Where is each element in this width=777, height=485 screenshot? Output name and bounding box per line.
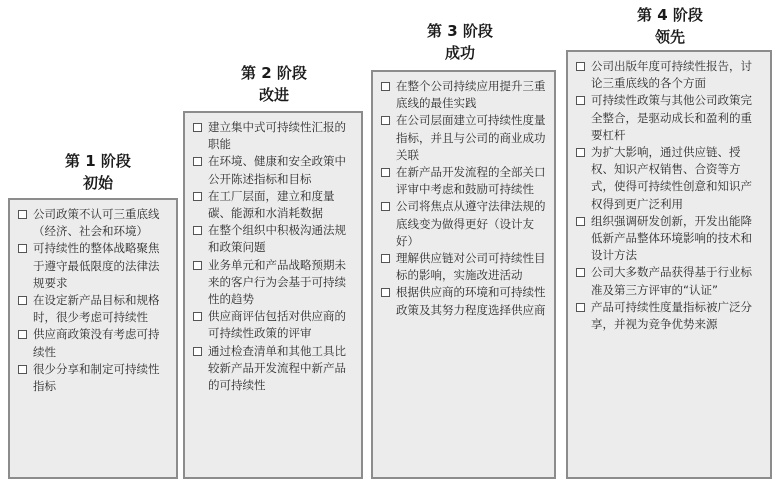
stage-3-item bbox=[381, 78, 546, 112]
stage-1-item bbox=[18, 206, 168, 240]
stage-4-box bbox=[566, 50, 772, 479]
stage-4-item bbox=[576, 264, 762, 298]
checkbox-square-icon bbox=[576, 303, 585, 312]
checkbox-square-icon bbox=[193, 347, 202, 356]
checkbox-square-icon bbox=[193, 192, 202, 201]
stage-3-item-text: 公司将焦点从遵守法律法规的底线变为做得更好（设计友好） bbox=[396, 199, 546, 248]
stage-2-item bbox=[193, 153, 353, 187]
stage-4-item-text: 产品可持续性度量指标被广泛分享，并视为竞争优势来源 bbox=[591, 299, 752, 332]
stage-3-name: 成功 bbox=[444, 44, 475, 62]
stage-3-box bbox=[371, 70, 556, 479]
checkbox-square-icon bbox=[576, 96, 585, 105]
stage-2-item bbox=[193, 308, 353, 342]
stage-4-item-text: 为扩大影响，通过供应链、授权、知识产权销售、合资等方式，使得可持续性创意和知识产权得到更广泛利用 bbox=[591, 145, 752, 211]
checkbox-square-icon bbox=[576, 217, 585, 226]
checkbox-square-icon bbox=[18, 296, 27, 305]
stage-1-number: 第 1 阶段 bbox=[65, 152, 131, 170]
stage-2-item-text: 在环境、健康和安全政策中公开陈述指标和目标 bbox=[208, 154, 346, 186]
stage-4-item bbox=[576, 299, 762, 333]
checkbox-square-icon bbox=[193, 312, 202, 321]
stage-1-list bbox=[18, 206, 168, 395]
stage-2-item bbox=[193, 222, 353, 256]
stage-3-item bbox=[381, 250, 546, 284]
stage-2-item bbox=[193, 343, 353, 395]
stage-4-item bbox=[576, 58, 762, 92]
stage-3-item bbox=[381, 198, 546, 250]
stage-1-box bbox=[8, 198, 178, 479]
checkbox-square-icon bbox=[576, 62, 585, 71]
stage-4-title bbox=[570, 4, 770, 48]
stage-2-item-text: 在整个组织中积极沟通法规和政策问题 bbox=[208, 223, 346, 255]
stage-4-item bbox=[576, 213, 762, 265]
stage-3-item-text: 根据供应商的环境和可持续性政策及其努力程度选择供应商 bbox=[396, 285, 546, 317]
stage-2-item bbox=[193, 119, 353, 153]
stage-1-item-text: 供应商政策没有考虑可持续性 bbox=[33, 327, 160, 359]
stage-4-item-text: 公司大多数产品获得基于行业标准及第三方评审的“认证” bbox=[591, 265, 752, 297]
checkbox-square-icon bbox=[193, 261, 202, 270]
stage-1-item-text: 很少分享和制定可持续性指标 bbox=[33, 361, 160, 394]
checkbox-square-icon bbox=[193, 226, 202, 235]
stage-2-number: 第 2 阶段 bbox=[241, 64, 307, 82]
stage-2-box bbox=[183, 111, 363, 479]
stage-1-item bbox=[18, 240, 168, 292]
stage-3-item-text: 在整个公司持续应用提升三重底线的最佳实践 bbox=[396, 79, 546, 111]
stage-4-number: 第 4 阶段 bbox=[637, 6, 703, 24]
stage-1-name: 初始 bbox=[82, 174, 113, 192]
stage-4-item bbox=[576, 144, 762, 213]
checkbox-square-icon bbox=[381, 82, 390, 91]
stage-3-list bbox=[381, 78, 546, 319]
checkbox-square-icon bbox=[381, 116, 390, 125]
stage-4-item bbox=[576, 92, 762, 144]
stage-1-item bbox=[18, 361, 168, 395]
checkbox-square-icon bbox=[193, 123, 202, 132]
stage-3-title bbox=[372, 20, 548, 64]
checkbox-square-icon bbox=[381, 254, 390, 263]
stage-1-item-text: 在设定新产品目标和规格时，很少考虑可持续性 bbox=[33, 293, 160, 325]
stage-4-name: 领先 bbox=[654, 28, 685, 46]
stage-2-list bbox=[193, 119, 353, 394]
stage-3-item-text: 理解供应链对公司可持续性目标的影响，实施改进活动 bbox=[396, 251, 546, 283]
stage-1-item-text: 公司政策不认可三重底线（经济、社会和环境） bbox=[33, 207, 160, 239]
stage-1-item bbox=[18, 292, 168, 326]
stage-3-number: 第 3 阶段 bbox=[427, 22, 493, 40]
stage-2-item-text: 建立集中式可持续性汇报的职能 bbox=[208, 120, 346, 152]
stage-1-title bbox=[10, 150, 186, 194]
stage-4-item-text: 公司出版年度可持续性报告，讨论三重底线的各个方面 bbox=[591, 59, 752, 91]
stage-4-item-text: 组织强调研发创新，开发出能降低新产品整体环境影响的技术和设计方法 bbox=[591, 213, 752, 263]
stage-2-item bbox=[193, 188, 353, 222]
checkbox-square-icon bbox=[381, 288, 390, 297]
stage-3-item bbox=[381, 284, 546, 318]
checkbox-square-icon bbox=[18, 244, 27, 253]
checkbox-square-icon bbox=[381, 168, 390, 177]
stage-3-item bbox=[381, 112, 546, 164]
checkbox-square-icon bbox=[576, 148, 585, 157]
stage-4-item-text: 可持续性政策与其他公司政策完全整合，是驱动成长和盈利的重要杠杆 bbox=[591, 93, 752, 142]
stage-2-item-text: 业务单元和产品战略预期未来的客户行为会基于可持续性的趋势 bbox=[208, 257, 346, 307]
stage-3-item bbox=[381, 164, 546, 198]
stage-2-item-text: 供应商评估包括对供应商的可持续性政策的评审 bbox=[208, 309, 346, 341]
checkbox-square-icon bbox=[576, 268, 585, 277]
stage-2-title bbox=[186, 62, 362, 106]
stage-2-name: 改进 bbox=[258, 86, 289, 104]
stage-4-list bbox=[576, 58, 762, 333]
stage-1-item bbox=[18, 326, 168, 360]
stage-2-item-text: 通过检查清单和其他工具比较新产品开发流程中新产品的可持续性 bbox=[208, 343, 346, 393]
checkbox-square-icon bbox=[193, 157, 202, 166]
stage-1-item-text: 可持续性的整体战略聚焦于遵守最低限度的法律法规要求 bbox=[33, 241, 160, 290]
checkbox-square-icon bbox=[18, 210, 27, 219]
stage-2-item-text: 在工厂层面，建立和度量碳、能源和水消耗数据 bbox=[208, 188, 335, 221]
stage-2-item bbox=[193, 257, 353, 309]
checkbox-square-icon bbox=[381, 202, 390, 211]
stage-3-item-text: 在公司层面建立可持续性度量指标，并且与公司的商业成功关联 bbox=[396, 113, 546, 162]
checkbox-square-icon bbox=[18, 365, 27, 374]
stage-3-item-text: 在新产品开发流程的全部关口评审中考虑和鼓励可持续性 bbox=[396, 165, 546, 197]
checkbox-square-icon bbox=[18, 330, 27, 339]
